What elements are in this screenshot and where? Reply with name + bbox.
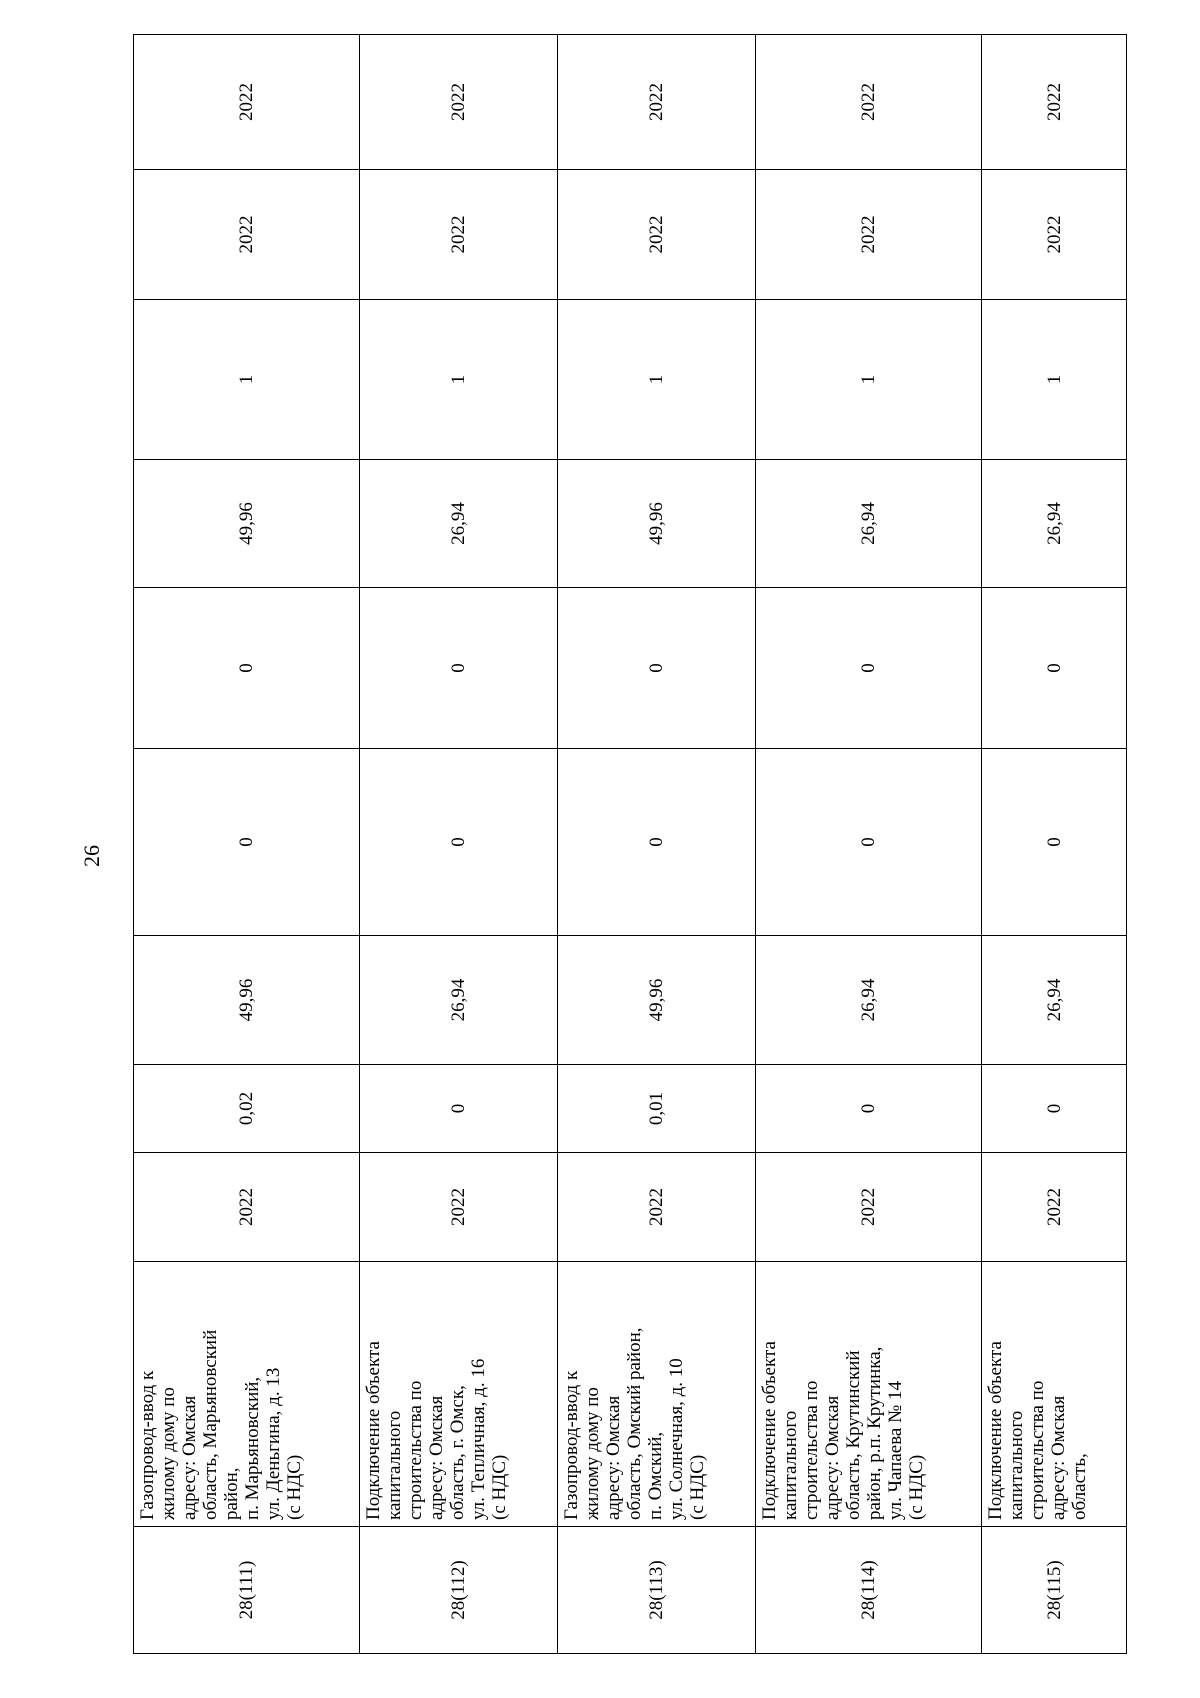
value-cell: 2022 — [134, 1153, 360, 1262]
value-cell: 0 — [982, 1065, 1127, 1153]
value-cell: 2022 — [134, 35, 360, 170]
table-body — [134, 35, 1127, 1654]
value-cell: 26,94 — [756, 460, 982, 588]
value-cell: 0 — [360, 588, 558, 749]
description-line: (с НДС) — [489, 1454, 510, 1520]
value-cell: 2022 — [360, 170, 558, 300]
description-line: капитального — [384, 1410, 405, 1520]
description-cell — [360, 1262, 558, 1527]
description-line: адресу: Омская — [1048, 1395, 1069, 1520]
value-cell: 2022 — [982, 1153, 1127, 1262]
description-line: п. Омский, — [645, 1431, 666, 1520]
description-line: строительства по — [801, 1380, 822, 1520]
value-cell: 2022 — [982, 170, 1127, 300]
description-line: строительства по — [1027, 1380, 1048, 1520]
row-number-cell: 28(112) — [360, 1527, 558, 1654]
value-cell: 0,01 — [558, 1065, 756, 1153]
value-cell: 0 — [756, 588, 982, 749]
value-cell: 2022 — [756, 35, 982, 170]
row-number-cell: 28(115) — [982, 1527, 1127, 1654]
value-cell: 1 — [134, 300, 360, 460]
description-line: район, р.п. Крутинка, — [864, 1346, 885, 1520]
table-row — [756, 35, 982, 1654]
description-line: Подключение объекта — [985, 1341, 1006, 1520]
value-cell: 0 — [558, 588, 756, 749]
value-cell: 2022 — [558, 170, 756, 300]
description-line: область, Омский район, — [624, 1327, 645, 1520]
value-cell: 0 — [134, 749, 360, 936]
value-cell: 49,96 — [134, 936, 360, 1065]
value-cell: 1 — [558, 300, 756, 460]
table-row — [982, 35, 1127, 1654]
description-line: жилому дому по — [582, 1387, 603, 1520]
value-cell: 2022 — [756, 170, 982, 300]
value-cell: 0 — [134, 588, 360, 749]
description-line: ул. Деньгина, д. 13 — [263, 1367, 284, 1520]
value-cell: 2022 — [558, 1153, 756, 1262]
value-cell: 1 — [360, 300, 558, 460]
value-cell: 26,94 — [982, 460, 1127, 588]
value-cell: 0 — [360, 1065, 558, 1153]
value-cell: 0 — [982, 749, 1127, 936]
description-line: адресу: Омская — [179, 1395, 200, 1520]
description-line: область, Марьяновский — [200, 1329, 221, 1520]
description-line: область, г. Омск, — [447, 1385, 468, 1520]
description-line: Подключение объекта — [759, 1341, 780, 1520]
value-cell: 1 — [756, 300, 982, 460]
value-cell: 1 — [982, 300, 1127, 460]
value-cell: 0 — [756, 749, 982, 936]
row-number-cell: 28(111) — [134, 1527, 360, 1654]
data-table — [133, 34, 1127, 1654]
description-line: строительства по — [405, 1380, 426, 1520]
value-cell: 0 — [982, 588, 1127, 749]
value-cell: 2022 — [756, 1153, 982, 1262]
value-cell: 26,94 — [360, 936, 558, 1065]
value-cell: 0 — [756, 1065, 982, 1153]
value-cell: 26,94 — [756, 936, 982, 1065]
description-line: Газопровод-ввод к — [561, 1370, 582, 1520]
row-number-cell: 28(113) — [558, 1527, 756, 1654]
table-row — [360, 35, 558, 1654]
data-table-container — [133, 35, 1126, 1654]
value-cell: 2022 — [982, 35, 1127, 170]
value-cell: 49,96 — [134, 460, 360, 588]
description-line: п. Марьяновский, — [242, 1376, 263, 1520]
description-line: Подключение объекта — [363, 1341, 384, 1520]
value-cell: 49,96 — [558, 460, 756, 588]
table-row — [134, 35, 360, 1654]
description-line: жилому дому по — [158, 1387, 179, 1520]
description-line: капитального — [1006, 1410, 1027, 1520]
value-cell: 0 — [558, 749, 756, 936]
value-cell: 0,02 — [134, 1065, 360, 1153]
description-line: ул. Солнечная, д. 10 — [666, 1358, 687, 1520]
description-line: адресу: Омская — [603, 1395, 624, 1520]
description-line: адресу: Омская — [822, 1395, 843, 1520]
value-cell: 2022 — [360, 35, 558, 170]
description-line: (с НДС) — [687, 1454, 708, 1520]
description-line: (с НДС) — [906, 1454, 927, 1520]
description-line: (с НДС) — [284, 1454, 305, 1520]
description-cell — [982, 1262, 1127, 1527]
description-line: адресу: Омская — [426, 1395, 447, 1520]
value-cell: 26,94 — [982, 936, 1127, 1065]
value-cell: 49,96 — [558, 936, 756, 1065]
value-cell: 0 — [360, 749, 558, 936]
row-number-cell: 28(114) — [756, 1527, 982, 1654]
value-cell: 2022 — [558, 35, 756, 170]
description-cell — [558, 1262, 756, 1527]
description-cell — [756, 1262, 982, 1527]
value-cell: 2022 — [360, 1153, 558, 1262]
description-line: ул. Тепличная, д. 16 — [468, 1358, 489, 1520]
description-line: область, — [1069, 1453, 1090, 1520]
description-cell — [134, 1262, 360, 1527]
description-line: Газопровод-ввод к — [137, 1370, 158, 1520]
page-number: 26 — [79, 845, 104, 867]
description-line: район, — [221, 1467, 242, 1520]
table-row — [558, 35, 756, 1654]
description-line: ул. Чапаева № 14 — [885, 1381, 906, 1520]
value-cell: 2022 — [134, 170, 360, 300]
description-line: капитального — [780, 1410, 801, 1520]
description-line: область, Крутинский — [843, 1350, 864, 1520]
value-cell: 26,94 — [360, 460, 558, 588]
